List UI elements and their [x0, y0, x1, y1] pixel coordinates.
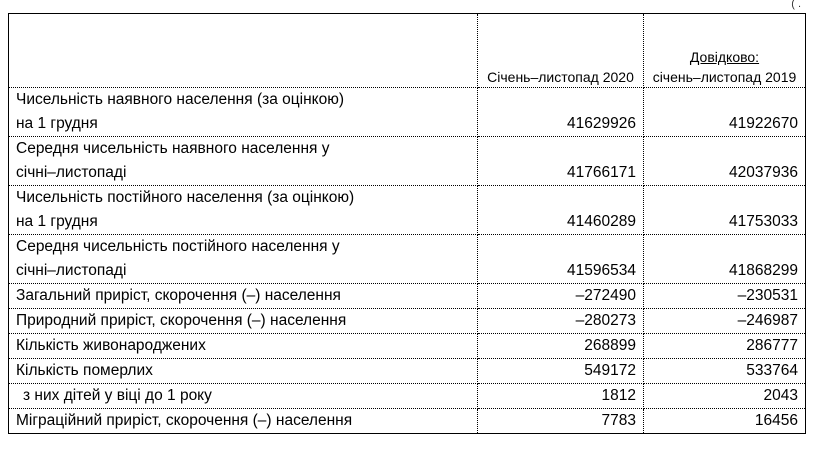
table-row: [9, 334, 806, 359]
value-2020: –272490: [478, 284, 644, 309]
table-row: [9, 384, 806, 409]
table-row: [9, 409, 806, 434]
value-2019: –246987: [644, 309, 806, 334]
value-2019: 41922670: [644, 88, 806, 137]
table-header-row: [9, 14, 806, 88]
row-label: Природний приріст, скорочення (–) населення: [9, 309, 478, 334]
value-2019: 2043: [644, 384, 806, 409]
value-2019: 286777: [644, 334, 806, 359]
value-2020: 1812: [478, 384, 644, 409]
row-label: з них дітей у віці до 1 року: [9, 384, 478, 409]
row-label-line: на 1 грудня: [16, 213, 98, 230]
table-row: [9, 186, 806, 235]
header-2020: Січень–листопад 2020: [478, 14, 644, 88]
population-table: [8, 13, 806, 434]
row-label-line: Середня чисельність наявного населення у: [16, 140, 330, 157]
value-2020: 41460289: [478, 186, 644, 235]
row-label-line: на 1 грудня: [16, 115, 98, 132]
row-label: Загальний приріст, скорочення (–) населення: [9, 284, 478, 309]
table-row: [9, 137, 806, 186]
row-label-line: Середня чисельність постійного населення у: [16, 238, 340, 255]
row-label: [9, 235, 478, 284]
row-label-line: Чисельність постійного населення (за оцінкою): [16, 189, 355, 206]
row-label: Міграційний приріст, скорочення (–) населення: [9, 409, 478, 434]
header-2019: [644, 14, 806, 88]
table-row: [9, 235, 806, 284]
value-2020: 41596534: [478, 235, 644, 284]
row-label: Кількість живонароджених: [9, 334, 478, 359]
value-2019: –230531: [644, 284, 806, 309]
value-2020: –280273: [478, 309, 644, 334]
row-label: [9, 137, 478, 186]
value-2020: 7783: [478, 409, 644, 434]
table-row: [9, 359, 806, 384]
header-empty-cell: [9, 14, 478, 88]
corner-mark: ( .: [791, 0, 801, 10]
value-2020: 41766171: [478, 137, 644, 186]
table-row: [9, 88, 806, 137]
value-2020: 268899: [478, 334, 644, 359]
value-2019: 42037936: [644, 137, 806, 186]
value-2019: 16456: [644, 409, 806, 434]
value-2019: 41868299: [644, 235, 806, 284]
row-label-line: січні–листопаді: [16, 262, 127, 279]
value-2019: 41753033: [644, 186, 806, 235]
row-label-line: січні–листопаді: [16, 164, 127, 181]
header-2019-label: січень–листопад 2019: [652, 69, 797, 85]
row-label-line: Чисельність наявного населення (за оцінкою): [16, 91, 345, 108]
value-2020: 41629926: [478, 88, 644, 137]
value-2019: 533764: [644, 359, 806, 384]
value-2020: 549172: [478, 359, 644, 384]
table-row: [9, 284, 806, 309]
header-reference-label: Довідково:: [689, 49, 760, 65]
table-row: [9, 309, 806, 334]
row-label: [9, 186, 478, 235]
row-label: [9, 88, 478, 137]
row-label: Кількість померлих: [9, 359, 478, 384]
